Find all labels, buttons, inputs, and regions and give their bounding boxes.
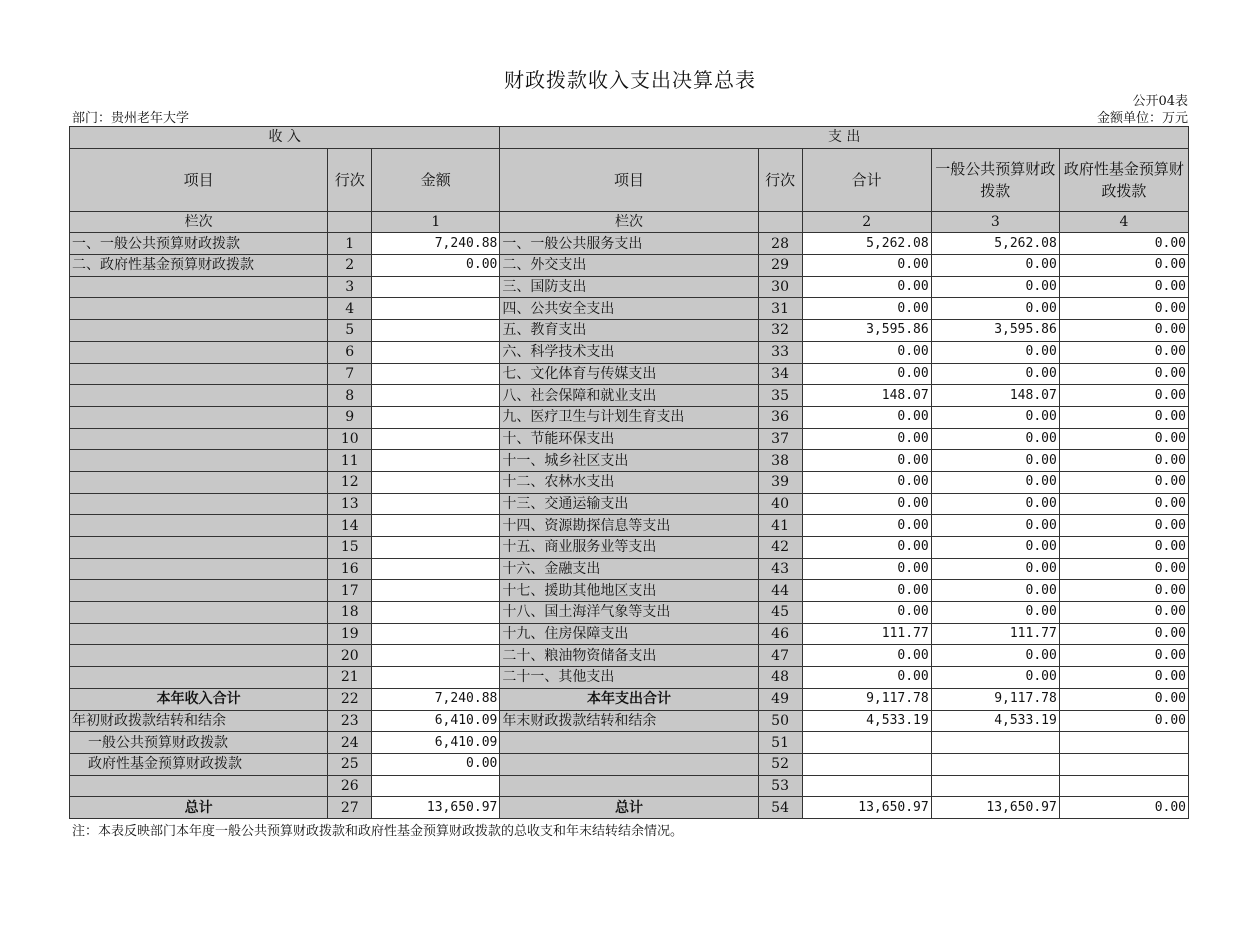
table-body (70, 233, 1189, 688)
expense-gov-fund: 0.00 (1059, 602, 1188, 624)
income-row-no: 12 (328, 471, 372, 493)
table-row (70, 471, 1189, 493)
expense-total-label: 本年支出合计 (500, 688, 758, 710)
grand-total-c4: 0.00 (1059, 797, 1188, 819)
expense-total: 0.00 (802, 580, 931, 602)
expense-total-c4: 0.00 (1059, 688, 1188, 710)
grand-total-ex-no: 54 (758, 797, 802, 819)
expense-general-budget: 0.00 (931, 428, 1059, 450)
income-row-no: 5 (328, 320, 372, 342)
table-row (70, 493, 1189, 515)
expense-item: 十七、援助其他地区支出 (500, 580, 758, 602)
expense-total: 0.00 (802, 276, 931, 298)
expense-row-no: 46 (758, 623, 802, 645)
expense-general-budget: 0.00 (931, 558, 1059, 580)
table-row (70, 406, 1189, 428)
expense-general-budget: 0.00 (931, 667, 1059, 689)
expense-row-no: 39 (758, 471, 802, 493)
income-row-no: 7 (328, 363, 372, 385)
expense-item: 四、公共安全支出 (500, 298, 758, 320)
income-total-amount: 7,240.88 (372, 688, 500, 710)
table-row (70, 320, 1189, 342)
table-row (70, 298, 1189, 320)
expense-item: 十四、资源勘探信息等支出 (500, 515, 758, 537)
expense-gov-fund: 0.00 (1059, 298, 1188, 320)
expense-gov-fund: 0.00 (1059, 623, 1188, 645)
expense-row-no: 32 (758, 320, 802, 342)
income-row-no: 21 (328, 667, 372, 689)
general-budget-ex-no: 51 (758, 732, 802, 754)
income-amount (372, 320, 500, 342)
expense-total: 0.00 (802, 537, 931, 559)
income-item (70, 667, 328, 689)
section-expense-header: 支 出 (500, 127, 1189, 149)
expense-row-no: 42 (758, 537, 802, 559)
header-amount: 金额 (372, 148, 500, 211)
table-row (70, 233, 1189, 255)
grand-total-c3: 13,650.97 (931, 797, 1059, 819)
expense-total: 0.00 (802, 428, 931, 450)
table-row (70, 645, 1189, 667)
expense-item: 十九、住房保障支出 (500, 623, 758, 645)
income-amount (372, 298, 500, 320)
expense-gov-fund: 0.00 (1059, 276, 1188, 298)
income-row-no: 10 (328, 428, 372, 450)
end-balance-c3: 4,533.19 (931, 710, 1059, 732)
expense-item: 七、文化体育与传媒支出 (500, 363, 758, 385)
gov-fund-amount: 0.00 (372, 753, 500, 775)
income-amount (372, 623, 500, 645)
expense-item: 二十、粮油物资储备支出 (500, 645, 758, 667)
income-row-no: 20 (328, 645, 372, 667)
budget-table (69, 126, 1189, 819)
expense-total: 0.00 (802, 406, 931, 428)
income-row-no: 17 (328, 580, 372, 602)
department-label: 部门：贵州老年大学 (72, 111, 190, 126)
expense-gov-fund: 0.00 (1059, 515, 1188, 537)
expense-row-no: 41 (758, 515, 802, 537)
footnote: 注：本表反映部门本年度一般公共预算财政拨款和政府性基金预算财政拨款的总收支和年末结转结余情况。 (72, 824, 684, 839)
table-row (70, 537, 1189, 559)
col-num-3: 3 (931, 211, 1059, 233)
table-row (70, 255, 1189, 277)
expense-general-budget: 148.07 (931, 385, 1059, 407)
expense-item: 八、社会保障和就业支出 (500, 385, 758, 407)
begin-balance-label: 年初财政拨款结转和结余 (70, 710, 328, 732)
income-item (70, 580, 328, 602)
income-item (70, 602, 328, 624)
grand-total-amount: 13,650.97 (372, 797, 500, 819)
expense-general-budget: 0.00 (931, 645, 1059, 667)
expense-general-budget: 0.00 (931, 537, 1059, 559)
expense-item: 十、节能环保支出 (500, 428, 758, 450)
expense-total-c2: 9,117.78 (802, 688, 931, 710)
expense-total: 0.00 (802, 515, 931, 537)
expense-row-no: 29 (758, 255, 802, 277)
expense-gov-fund: 0.00 (1059, 645, 1188, 667)
expense-general-budget: 0.00 (931, 471, 1059, 493)
expense-total: 0.00 (802, 298, 931, 320)
table-row (70, 515, 1189, 537)
table-row (70, 623, 1189, 645)
expense-general-budget: 0.00 (931, 515, 1059, 537)
header-item: 项目 (70, 148, 328, 211)
income-row-no: 19 (328, 623, 372, 645)
grand-total-c2: 13,650.97 (802, 797, 931, 819)
income-item (70, 645, 328, 667)
expense-total: 0.00 (802, 255, 931, 277)
expense-gov-fund: 0.00 (1059, 385, 1188, 407)
income-amount (372, 471, 500, 493)
expense-item: 六、科学技术支出 (500, 341, 758, 363)
header-gov-fund: 政府性基金预算财政拨款 (1059, 148, 1188, 211)
expense-gov-fund: 0.00 (1059, 428, 1188, 450)
income-item (70, 298, 328, 320)
expense-gov-fund: 0.00 (1059, 667, 1188, 689)
income-row-no: 14 (328, 515, 372, 537)
expense-general-budget: 3,595.86 (931, 320, 1059, 342)
expense-total: 0.00 (802, 363, 931, 385)
expense-gov-fund: 0.00 (1059, 580, 1188, 602)
income-row-no: 11 (328, 450, 372, 472)
income-row-no: 9 (328, 406, 372, 428)
expense-gov-fund: 0.00 (1059, 341, 1188, 363)
expense-total: 0.00 (802, 450, 931, 472)
income-amount (372, 667, 500, 689)
end-balance-label: 年末财政拨款结转和结余 (500, 710, 758, 732)
income-item (70, 623, 328, 645)
header-item2: 项目 (500, 148, 758, 211)
expense-row-no: 47 (758, 645, 802, 667)
grand-total-ex-label: 总计 (500, 797, 758, 819)
income-item: 二、政府性基金预算财政拨款 (70, 255, 328, 277)
income-item (70, 406, 328, 428)
expense-total: 5,262.08 (802, 233, 931, 255)
income-amount (372, 580, 500, 602)
expense-gov-fund: 0.00 (1059, 255, 1188, 277)
expense-gov-fund: 0.00 (1059, 363, 1188, 385)
income-item (70, 276, 328, 298)
table-row (70, 428, 1189, 450)
general-budget-no: 24 (328, 732, 372, 754)
income-row-no: 18 (328, 602, 372, 624)
expense-gov-fund: 0.00 (1059, 320, 1188, 342)
col-label-1: 栏次 (70, 211, 328, 233)
col-label-2: 栏次 (500, 211, 758, 233)
general-budget-label: 一般公共预算财政拨款 (70, 732, 328, 754)
expense-total: 3,595.86 (802, 320, 931, 342)
expense-general-budget: 0.00 (931, 450, 1059, 472)
expense-total: 0.00 (802, 645, 931, 667)
expense-item: 十一、城乡社区支出 (500, 450, 758, 472)
expense-item: 五、教育支出 (500, 320, 758, 342)
income-item (70, 428, 328, 450)
grand-total-no: 27 (328, 797, 372, 819)
expense-gov-fund: 0.00 (1059, 406, 1188, 428)
expense-row-no: 28 (758, 233, 802, 255)
income-item (70, 341, 328, 363)
expense-total-c3: 9,117.78 (931, 688, 1059, 710)
col-num-1: 1 (372, 211, 500, 233)
blank-row-ex-no: 53 (758, 775, 802, 797)
table-row (70, 580, 1189, 602)
income-amount (372, 450, 500, 472)
expense-total: 0.00 (802, 602, 931, 624)
page-title: 财政拨款收入支出决算总表 (504, 68, 756, 92)
expense-general-budget: 0.00 (931, 363, 1059, 385)
header-total: 合计 (802, 148, 931, 211)
table-row (70, 276, 1189, 298)
income-amount (372, 515, 500, 537)
expense-total-no: 49 (758, 688, 802, 710)
income-row-no: 13 (328, 493, 372, 515)
table-row (70, 341, 1189, 363)
income-amount: 7,240.88 (372, 233, 500, 255)
gov-fund-ex-no: 52 (758, 753, 802, 775)
expense-row-no: 34 (758, 363, 802, 385)
expense-gov-fund: 0.00 (1059, 233, 1188, 255)
income-amount (372, 341, 500, 363)
table-row (70, 363, 1189, 385)
income-row-no: 15 (328, 537, 372, 559)
income-total-label: 本年收入合计 (70, 688, 328, 710)
expense-general-budget: 0.00 (931, 255, 1059, 277)
expense-total: 0.00 (802, 558, 931, 580)
expense-gov-fund: 0.00 (1059, 450, 1188, 472)
income-amount (372, 602, 500, 624)
expense-total: 0.00 (802, 493, 931, 515)
table-row (70, 558, 1189, 580)
income-item (70, 537, 328, 559)
expense-row-no: 37 (758, 428, 802, 450)
income-item (70, 471, 328, 493)
expense-general-budget: 0.00 (931, 341, 1059, 363)
form-number: 公开04表 (1132, 94, 1188, 109)
gov-fund-label: 政府性基金预算财政拨款 (70, 753, 328, 775)
blank-row-no: 26 (328, 775, 372, 797)
income-item (70, 385, 328, 407)
expense-row-no: 36 (758, 406, 802, 428)
income-item (70, 493, 328, 515)
income-amount (372, 537, 500, 559)
expense-item: 二、外交支出 (500, 255, 758, 277)
expense-item: 十六、金融支出 (500, 558, 758, 580)
expense-item: 三、国防支出 (500, 276, 758, 298)
expense-row-no: 33 (758, 341, 802, 363)
expense-row-no: 40 (758, 493, 802, 515)
expense-row-no: 38 (758, 450, 802, 472)
income-row-no: 4 (328, 298, 372, 320)
expense-general-budget: 0.00 (931, 580, 1059, 602)
income-row-no: 3 (328, 276, 372, 298)
income-row-no: 8 (328, 385, 372, 407)
end-balance-c4: 0.00 (1059, 710, 1188, 732)
expense-total: 0.00 (802, 341, 931, 363)
expense-row-no: 31 (758, 298, 802, 320)
income-amount (372, 363, 500, 385)
table-row (70, 667, 1189, 689)
header-general-budget: 一般公共预算财政拨款 (931, 148, 1059, 211)
expense-row-no: 43 (758, 558, 802, 580)
grand-total-label: 总计 (70, 797, 328, 819)
income-row-no: 16 (328, 558, 372, 580)
col-num-4: 4 (1059, 211, 1188, 233)
expense-general-budget: 0.00 (931, 406, 1059, 428)
expense-row-no: 44 (758, 580, 802, 602)
table-row (70, 450, 1189, 472)
income-item (70, 363, 328, 385)
expense-item: 九、医疗卫生与计划生育支出 (500, 406, 758, 428)
expense-general-budget: 0.00 (931, 602, 1059, 624)
income-row-no: 2 (328, 255, 372, 277)
expense-item: 一、一般公共服务支出 (500, 233, 758, 255)
expense-gov-fund: 0.00 (1059, 537, 1188, 559)
header-row-no2: 行次 (758, 148, 802, 211)
income-amount (372, 276, 500, 298)
income-row-no: 1 (328, 233, 372, 255)
income-amount (372, 493, 500, 515)
expense-item: 十八、国土海洋气象等支出 (500, 602, 758, 624)
col-num-2: 2 (802, 211, 931, 233)
end-balance-c2: 4,533.19 (802, 710, 931, 732)
income-total-no: 22 (328, 688, 372, 710)
header-row-no: 行次 (328, 148, 372, 211)
table-row (70, 385, 1189, 407)
expense-general-budget: 111.77 (931, 623, 1059, 645)
expense-total: 0.00 (802, 667, 931, 689)
income-row-no: 6 (328, 341, 372, 363)
expense-total: 111.77 (802, 623, 931, 645)
begin-balance-amount: 6,410.09 (372, 710, 500, 732)
expense-general-budget: 5,262.08 (931, 233, 1059, 255)
gov-fund-no: 25 (328, 753, 372, 775)
begin-balance-no: 23 (328, 710, 372, 732)
section-income-header: 收 入 (70, 127, 500, 149)
expense-total: 148.07 (802, 385, 931, 407)
income-amount (372, 385, 500, 407)
income-item (70, 558, 328, 580)
expense-item: 十三、交通运输支出 (500, 493, 758, 515)
income-amount (372, 558, 500, 580)
expense-row-no: 45 (758, 602, 802, 624)
expense-general-budget: 0.00 (931, 298, 1059, 320)
end-balance-no: 50 (758, 710, 802, 732)
expense-general-budget: 0.00 (931, 493, 1059, 515)
expense-total: 0.00 (802, 471, 931, 493)
income-item (70, 450, 328, 472)
income-amount (372, 428, 500, 450)
expense-item: 十二、农林水支出 (500, 471, 758, 493)
expense-item: 二十一、其他支出 (500, 667, 758, 689)
income-amount: 0.00 (372, 255, 500, 277)
income-item (70, 515, 328, 537)
expense-item: 十五、商业服务业等支出 (500, 537, 758, 559)
table-row (70, 602, 1189, 624)
expense-gov-fund: 0.00 (1059, 493, 1188, 515)
income-item (70, 320, 328, 342)
income-amount (372, 645, 500, 667)
expense-row-no: 30 (758, 276, 802, 298)
income-amount (372, 406, 500, 428)
expense-gov-fund: 0.00 (1059, 471, 1188, 493)
expense-row-no: 35 (758, 385, 802, 407)
unit-label: 金额单位：万元 (1096, 111, 1188, 126)
general-budget-amount: 6,410.09 (372, 732, 500, 754)
expense-general-budget: 0.00 (931, 276, 1059, 298)
expense-row-no: 48 (758, 667, 802, 689)
income-item: 一、一般公共预算财政拨款 (70, 233, 328, 255)
expense-gov-fund: 0.00 (1059, 558, 1188, 580)
